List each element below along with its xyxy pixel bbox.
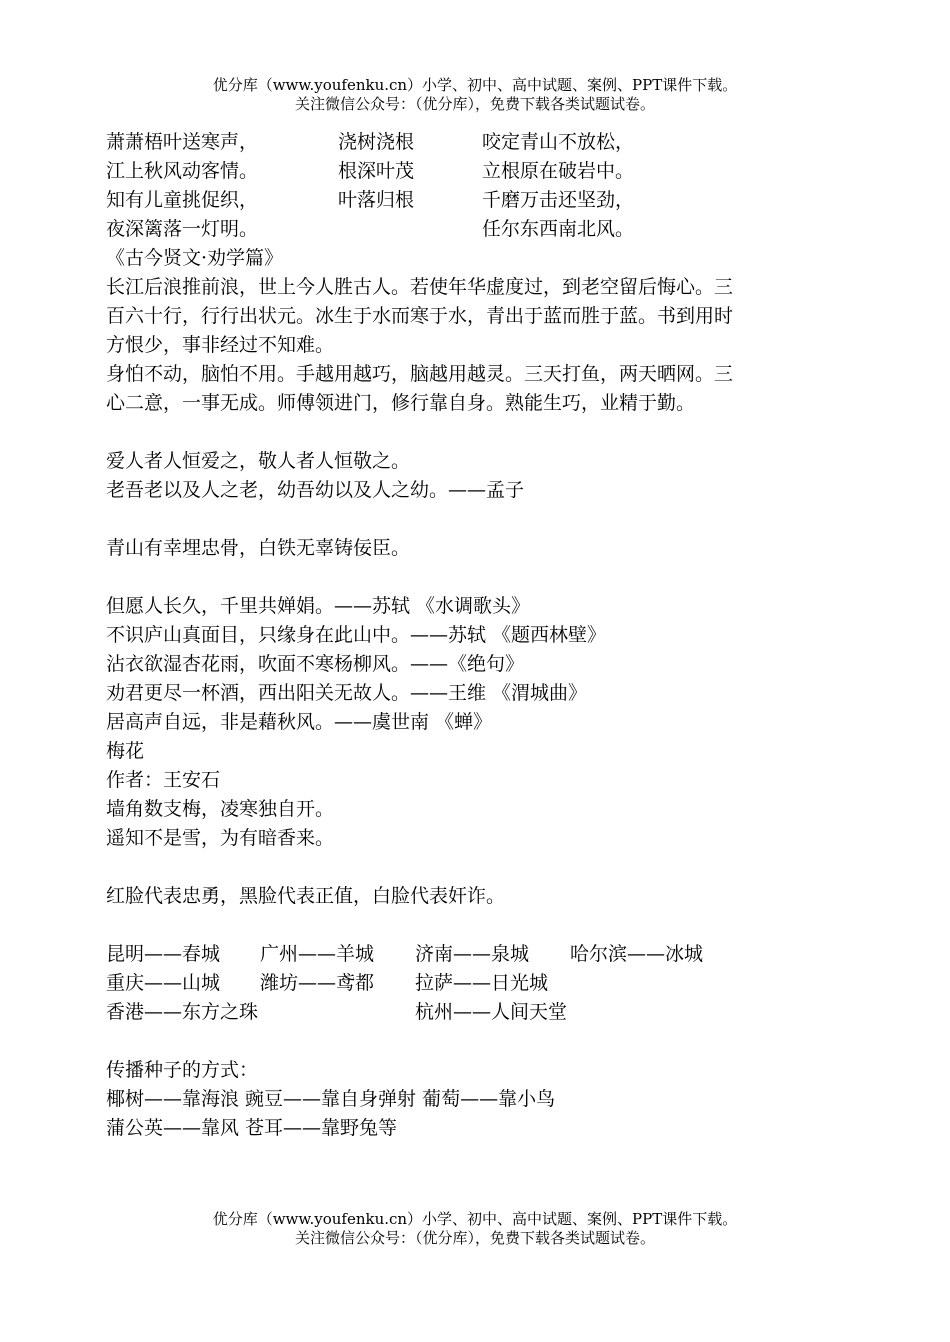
spacer (106, 418, 866, 447)
seed-title: 传播种子的方式： (106, 1059, 259, 1081)
spacer (106, 1027, 866, 1056)
city-row (106, 940, 866, 969)
city-nicknames (106, 940, 866, 1027)
spacer (106, 563, 866, 592)
poem-table-row (106, 157, 866, 186)
seed-line: 蒲公英——靠风 苍耳——靠野兔等 (106, 1117, 398, 1139)
poem-cell: 萧萧梧叶送寒声， (106, 131, 259, 153)
city-nickname: 昆明——春城 (106, 943, 221, 965)
poem-cell: 夜深篱落一灯明。 (106, 218, 259, 240)
paragraph-line: 身怕不动，脑怕不用。手越用越巧，脑越用越灵。三天打鱼，两天晒网。三 (106, 363, 734, 385)
poem-line: 遥知不是雪，为有暗香来。 (106, 827, 335, 849)
poem-cell: 咬定青山不放松， (482, 131, 635, 153)
paragraph-line: 方恨少，事非经过不知难。 (106, 334, 335, 356)
poem-cell: 立根原在破岩中。 (482, 160, 635, 182)
document-body (106, 128, 866, 1143)
quote-line: 老吾老以及人之老，幼吾幼以及人之幼。——孟子 (106, 479, 525, 501)
quote-line: 青山有幸埋忠骨，白铁无辜铸佞臣。 (106, 537, 411, 559)
poem-table-row (106, 128, 866, 157)
poem-table (106, 128, 866, 244)
city-row (106, 969, 866, 998)
city-row (106, 998, 866, 1027)
header-line-2: 关注微信公众号：（优分库），免费下载各类试题试卷。 (294, 95, 655, 113)
city-nickname: 拉萨——日光城 (415, 972, 549, 994)
quote-line: 居高声自远，非是藉秋风。——虞世南 《蝉》 (106, 711, 493, 733)
poem-title: 梅花 (106, 740, 145, 762)
poem-cell: 知有儿童挑促织， (106, 189, 259, 211)
city-nickname: 哈尔滨——冰城 (570, 943, 704, 965)
paragraph-line: 长江后浪推前浪，世上今人胜古人。若使年华虚度过，到老空留后悔心。三 (106, 276, 734, 298)
footer-line-2: 关注微信公众号：（优分库），免费下载各类试题试卷。 (294, 1229, 655, 1247)
poem-table-row (106, 215, 866, 244)
poem-table-row (106, 186, 866, 215)
poem-cell: 浇树浇根 (338, 131, 415, 153)
quote-line: 沾衣欲湿杏花雨，吹面不寒杨柳风。——《绝句》 (106, 653, 525, 675)
city-nickname: 济南——泉城 (415, 943, 530, 965)
city-nickname: 广州——羊城 (260, 943, 375, 965)
quote-line: 不识庐山真面目，只缘身在此山中。——苏轼 《题西林壁》 (106, 624, 607, 646)
quote-line: 爱人者人恒爱之，敬人者人恒敬之。 (106, 450, 411, 472)
spacer (106, 505, 866, 534)
section-title: 《古今贤文·劝学篇》 (106, 247, 284, 269)
city-nickname: 潍坊——鸢都 (260, 972, 375, 994)
page-header (0, 76, 950, 114)
quote-line: 劝君更尽一杯酒，西出阳关无故人。——王维 《渭城曲》 (106, 682, 588, 704)
footer-line-1: 优分库（www.youfenku.cn）小学、初中、高中试题、案例、PPT课件下载。 (212, 1210, 738, 1228)
paragraph-line: 百六十行，行行出状元。冰生于水而寒于水，青出于蓝而胜于蓝。书到用时 (106, 305, 734, 327)
poem-cell: 任尔东西南北风。 (482, 218, 635, 240)
city-nickname: 香港——东方之珠 (106, 1001, 259, 1023)
poem-cell: 江上秋风动客情。 (106, 160, 259, 182)
poem-author: 作者：王安石 (106, 769, 221, 791)
spacer (106, 853, 866, 882)
paragraph-line: 心二意，一事无成。师傅领进门，修行靠自身。熟能生巧，业精于勤。 (106, 392, 696, 414)
header-line-1: 优分库（www.youfenku.cn）小学、初中、高中试题、案例、PPT课件下载。 (212, 76, 738, 94)
city-nickname: 重庆——山城 (106, 972, 221, 994)
seed-line: 椰树——靠海浪 豌豆——靠自身弹射 葡萄——靠小鸟 (106, 1088, 556, 1110)
page-footer (0, 1210, 950, 1248)
poem-line: 墙角数支梅，凌寒独自开。 (106, 798, 335, 820)
spacer (106, 911, 866, 940)
opera-faces-line: 红脸代表忠勇，黑脸代表正值，白脸代表奸诈。 (106, 885, 506, 907)
poem-cell: 根深叶茂 (338, 160, 415, 182)
quote-line: 但愿人长久，千里共婵娟。——苏轼 《水调歌头》 (106, 595, 531, 617)
poem-cell: 叶落归根 (338, 189, 415, 211)
poem-cell: 千磨万击还坚劲， (482, 189, 635, 211)
city-nickname: 杭州——人间天堂 (415, 1001, 568, 1023)
